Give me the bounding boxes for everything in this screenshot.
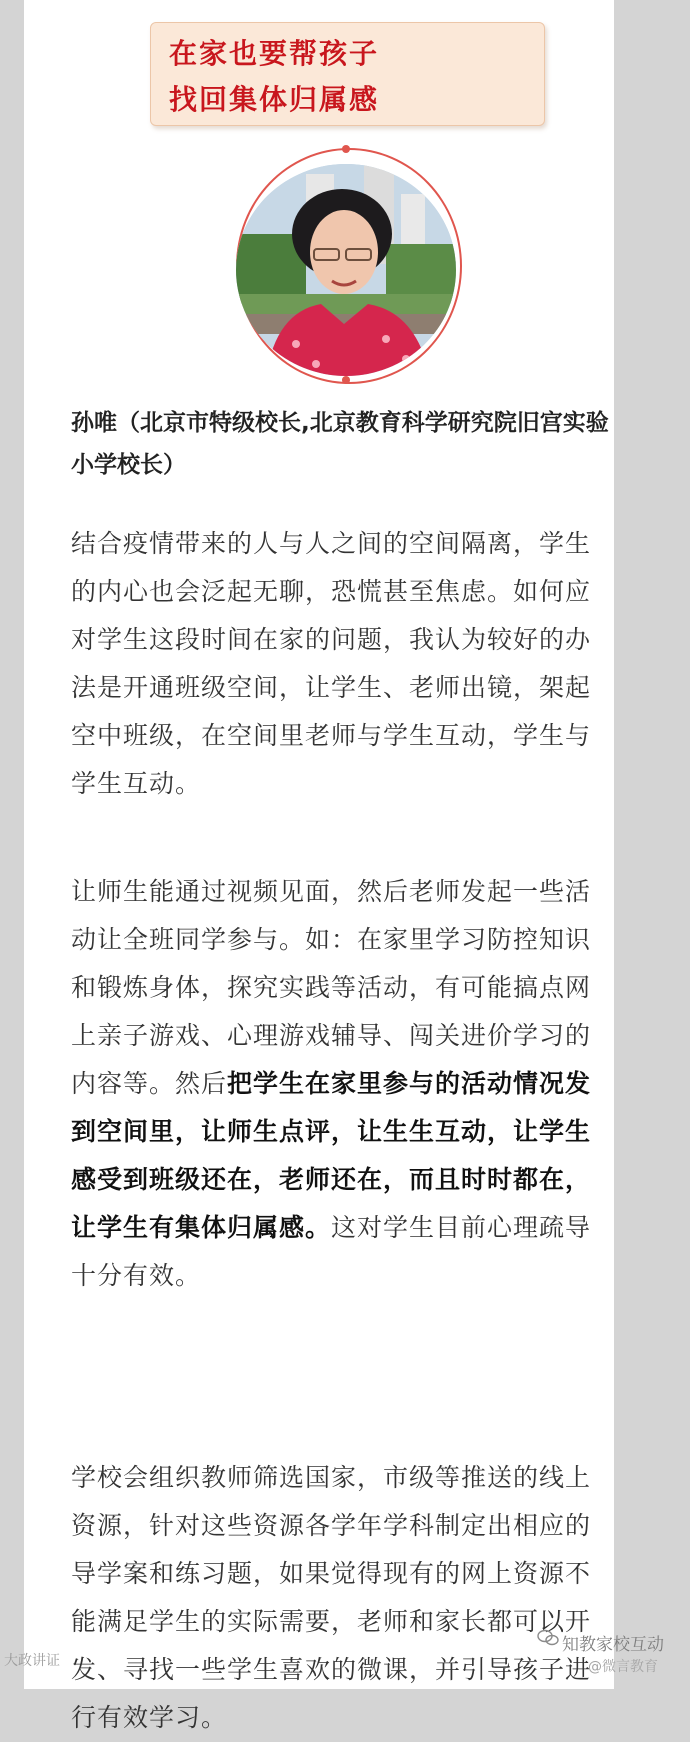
wechat-icon (537, 1629, 559, 1647)
portrait-illustration (236, 164, 456, 376)
paragraph-3: 学校会组织教师筛选国家，市级等推送的线上资源，针对这些资源各学年学科制定出相应的导学案和练习题，如果觉得现有的网上资源不能满足学生的实际需要，老师和家长都可以开发、寻找一些学生喜欢的微课，并引导孩子进行有效学习。 (71, 1463, 592, 1732)
title-banner (150, 22, 545, 126)
author-portrait (236, 164, 456, 376)
paragraph-2-start: 让师生能通过视频见面，然后老师发起一些活动让全班同学参与。如：在家里学习防控知识和锻炼身体，探究实践等活动，有可能搞点网上亲子游戏、心理游戏辅导、闯关进价学习的内容等。然后 (71, 877, 592, 1098)
title-line-1: 在家也要帮孩子 (169, 37, 380, 70)
paragraph-1: 结合疫情带来的人与人之间的空间隔离，学生的内心也会泛起无聊，恐慌甚至焦虑。如何应对学生这段时间在家的问题，我认为较好的办法是开通班级空间，让学生、老师出镜，架起空中班级，在空间里老师与学生互动，学生与学生互动。 (71, 529, 592, 798)
paragraph-2 (71, 868, 611, 1300)
paragraph-2-bold: 把学生在家里参与的活动情况发到空间里，让师生点评，让生生互动，让学生感受到班级还在，老师还在，而且时时都在，让学生有集体归属感。 (71, 1069, 592, 1242)
ring-dot-top (342, 145, 350, 153)
title-line-2: 找回集体归属感 (169, 83, 380, 116)
author-caption: 孙唯（北京市特级校长,北京教育科学研究院旧宫实验小学校长） (71, 410, 609, 478)
ring-dot-bottom (342, 376, 350, 384)
watermark-right-2: @微言教育 (588, 1659, 658, 1675)
paragraph-2-end: 这对学生目前心理疏导十分有效。 (71, 1213, 592, 1290)
watermark-right: 知教家校互动 (562, 1635, 664, 1655)
watermark-left: 大政讲证 (4, 1653, 60, 1669)
